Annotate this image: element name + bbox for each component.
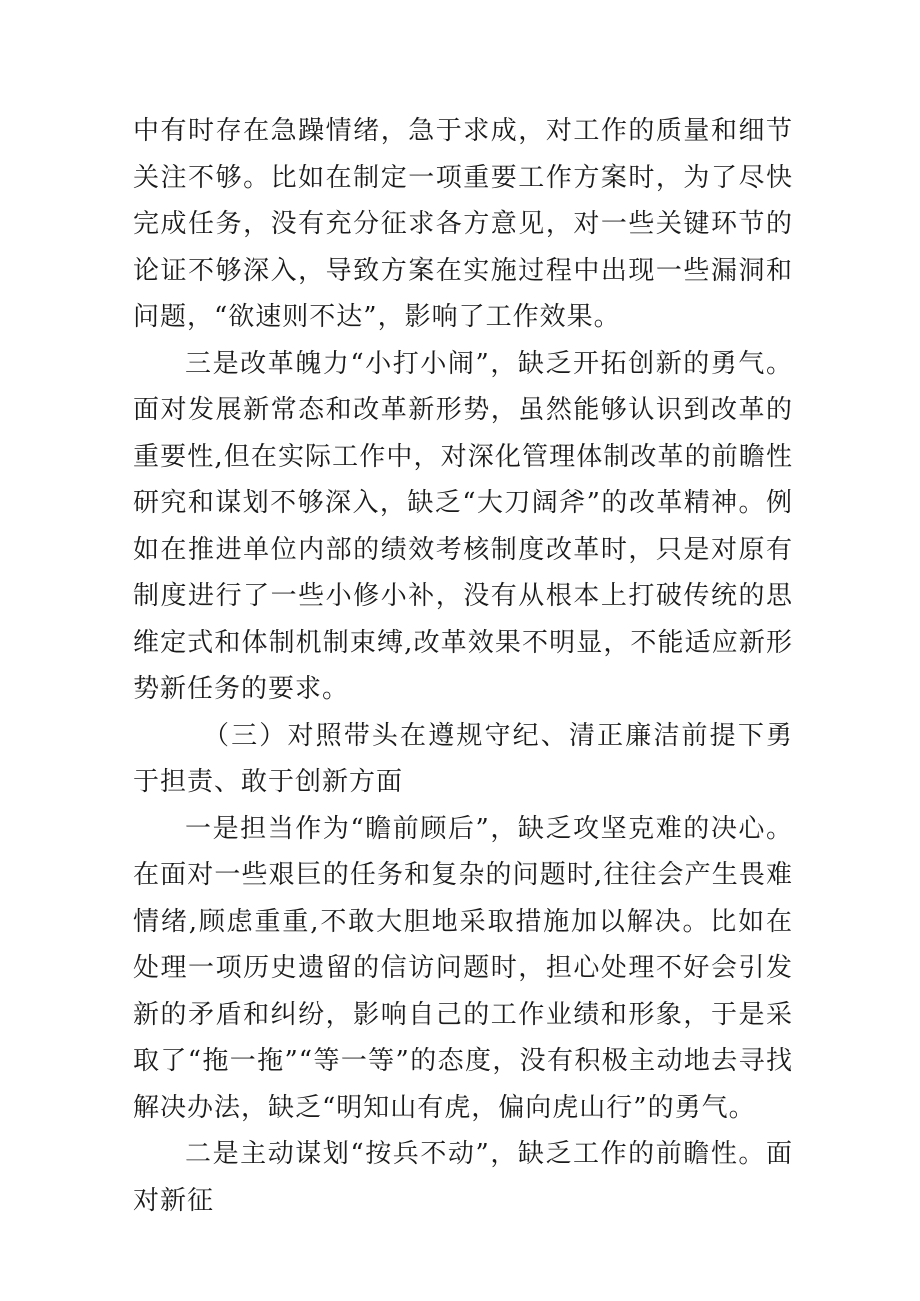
paragraph-responsibility: 一是担当作为“瞻前顾后”，缺乏攻坚克难的决心。在面对一些艰巨的任务和复杂的问题时,往往会产生畏难情绪,顾虑重重,不敢大胆地采取措施加以解决。比如在处理一项历史遗留的信访问题时，担心处理不好会引发新的矛盾和纠纷，影响自己的工作业绩和形象，于是采取了“拖一拖”“等一等”的态度，没有积极主动地去寻找解决办法，缺乏“明知山有虎，偏向虎山行”的勇气。 [133, 813, 793, 1123]
paragraph-continued: 中有时存在急躁情绪，急于求成，对工作的质量和细节关注不够。比如在制定一项重要工作方案时，为了尽快完成任务，没有充分征求各方意见，对一些关键环节的论证不够深入，导致方案在实施过程中出现一些漏洞和问题，“欲速则不达”，影响了工作效果。 [133, 116, 793, 332]
section-heading: （三）对照带头在遵规守纪、清正廉洁前提下勇于担责、敢于创新方面 [133, 720, 793, 797]
paragraph-reform: 三是改革魄力“小打小闹”，缺乏开拓创新的勇气。面对发展新常态和改革新形势，虽然能够认识到改革的重要性,但在实际工作中，对深化管理体制改革的前瞻性研究和谋划不够深入，缺乏“大刀阔斧”的改革精神。例如在推进单位内部的绩效考核制度改革时，只是对原有制度进行了一些小修小补，没有从根本上打破传统的思维定式和体制机制束缚,改革效果不明显，不能适应新形势新任务的要求。 [133, 348, 793, 704]
paragraph-planning: 二是主动谋划“按兵不动”，缺乏工作的前瞻性。面对新征 [133, 1139, 793, 1216]
document-body [133, 108, 793, 1224]
